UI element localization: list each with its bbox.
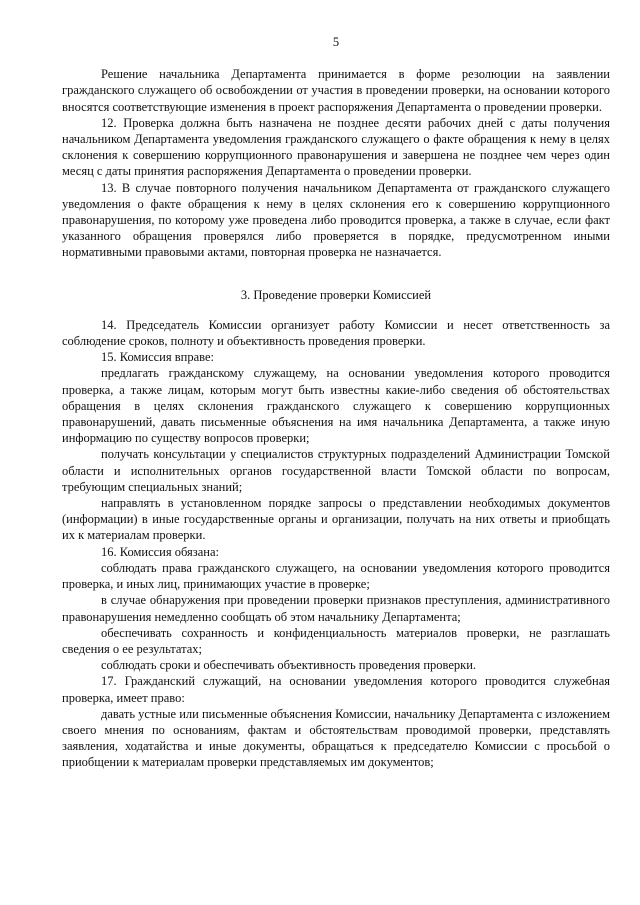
paragraph: Решение начальника Департамента принимается в форме резолюции на заявлении гражданского служащего об освобождении от участия в проведении проверки, на основании которого вносятся соответствующие изменения в проект распоряжения Департамента о проведении проверки. [62,67,610,114]
paragraph: предлагать гражданскому служащему, на основании уведомления которого проводится проверка, а также лицам, которым могут быть известны какие-либо сведения об обстоятельствах обращения в целях склонения гражданского служащего к совершению коррупционных правонарушений, давать письменные объяснения на имя начальника Департамента, а также иную информацию по существу вопросов проверки; [62,366,610,446]
paragraph: направлять в установленном порядке запросы о представлении необходимых документов (информации) в иные государственные органы и организации, получать на них ответы и приобщать их к материалам проверки. [62,496,610,543]
document-page [62,34,610,771]
paragraph: 12. Проверка должна быть назначена не позднее десяти рабочих дней с даты получения начальником Департамента уведомления гражданского служащего о факте обращения к нему в целях склонения к совершению коррупционного правонарушения и завершена не позднее чем через один месяц с даты принятия распоряжения Департамента о проведении проверки. [62,115,610,179]
paragraph: 13. В случае повторного получения начальником Департамента от гражданского служащего уведомления о факте обращения к нему в целях склонения его к совершению коррупционного правонарушения, по которому уже проведена либо проводится проверка, а также в случае, если факт указанного обращения проверялся либо проверяется в порядке, предусмотренном иными нормативными правовыми актами, повторная проверка не назначается. [62,180,610,260]
paragraph: 15. Комиссия вправе: [101,350,214,365]
paragraph: 16. Комиссия обязана: [101,544,219,559]
section-heading: 3. Проведение проверки Комиссией [240,287,432,302]
paragraph: обеспечивать сохранность и конфиденциальность материалов проверки, не разглашать сведения о ее результатах; [62,625,610,656]
paragraph: 17. Гражданский служащий, на основании уведомления которого проводится служебная проверка, имеет право: [62,674,610,705]
paragraph: 14. Председатель Комиссии организует работу Комиссии и несет ответственность за соблюдение сроков, полноту и объективность проведения проверки. [62,317,610,349]
paragraph: в случае обнаружения при проведении проверки признаков преступления, административного правонарушения немедленно сообщать об этом начальнику Департамента; [62,593,610,624]
paragraph: соблюдать сроки и обеспечивать объективность проведения проверки. [101,658,477,673]
paragraph: получать консультации у специалистов структурных подразделений Администрации Томской области и исполнительных органов государственной власти Томской области по вопросам, требующим специальных знаний; [62,447,610,494]
paragraph: соблюдать права гражданского служащего, на основании уведомления которого проводится проверка, и иных лиц, принимающих участие в проверке; [62,560,610,592]
paragraph: давать устные или письменные объяснения Комиссии, начальнику Департамента с изложением своего мнения по основаниям, фактам и обстоятельствам проводимой проверки, представлять заявления, ходатайства и иные документы, обращаться к председателю Комиссии с просьбой о приобщении к материалам проверки представляемых им документов; [62,706,610,770]
page-number: 5 [332,35,340,49]
